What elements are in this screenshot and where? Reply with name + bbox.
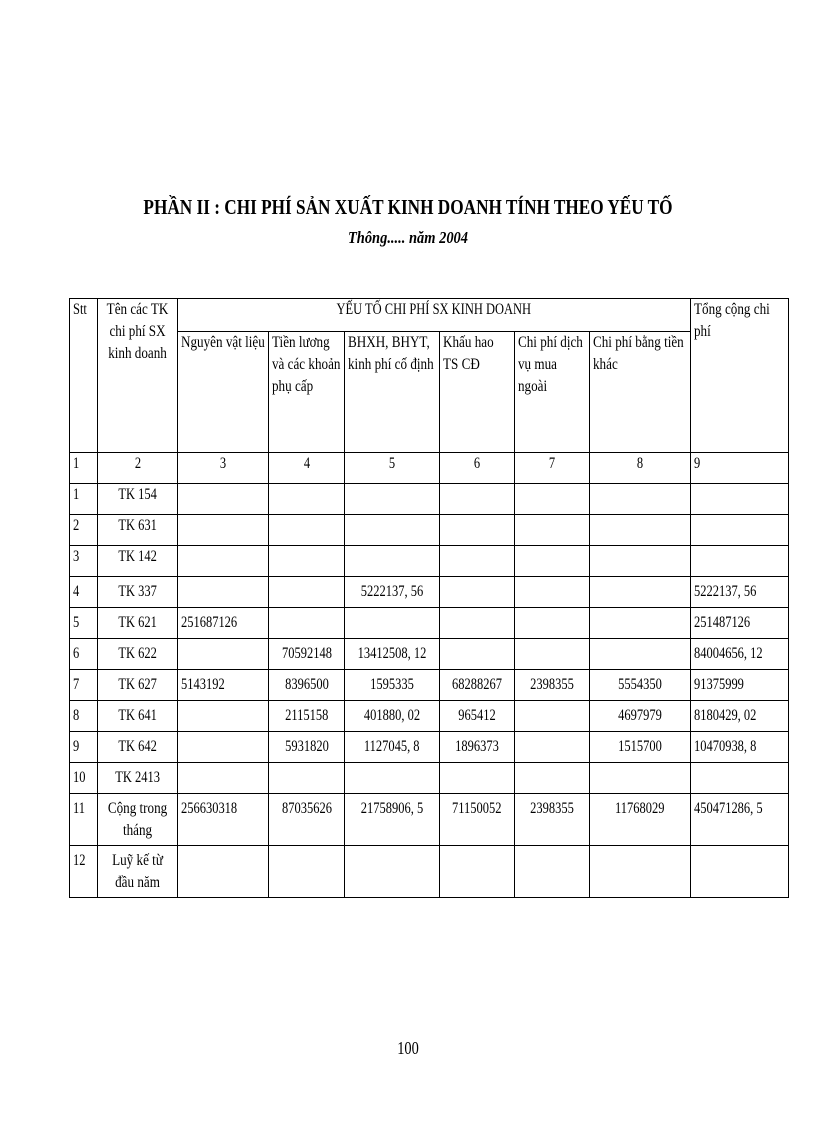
row-value [178, 794, 269, 846]
header-account-name-text: Tên các TK chi phí SX kinh doanh [106, 301, 169, 362]
table-row [70, 484, 789, 515]
row-value-text: 5143192 [181, 676, 225, 693]
row-stt-text: 2 [73, 517, 80, 534]
row-value [269, 846, 345, 898]
row-account [98, 577, 178, 608]
index-cell [590, 453, 691, 484]
index-cell-text: 2 [134, 455, 141, 472]
table-row [70, 639, 789, 670]
row-stt [70, 577, 98, 608]
row-value [345, 846, 440, 898]
index-cell-text: 7 [548, 455, 556, 472]
header-row-2 [70, 332, 789, 453]
row-value [269, 608, 345, 639]
row-value [440, 515, 515, 546]
row-value [515, 670, 590, 701]
row-account-text: TK 142 [118, 548, 157, 565]
row-value [590, 794, 691, 846]
row-value [345, 701, 440, 732]
index-cell-text: 6 [473, 455, 481, 472]
row-value [691, 484, 789, 515]
row-value-text: 1515700 [618, 738, 662, 755]
row-value [691, 546, 789, 577]
header-element-text: Nguyên vật liệu [181, 334, 265, 351]
header-cost-elements-text: YẾU TỐ CHI PHÍ SX KINH DOANH [336, 301, 532, 318]
header-element [345, 332, 440, 453]
row-value [345, 670, 440, 701]
header-cost-elements [178, 299, 691, 332]
row-value [590, 846, 691, 898]
row-value [345, 546, 440, 577]
header-total-cost-text: Tổng cộng chi phí [694, 301, 770, 340]
row-value [345, 577, 440, 608]
table-row [70, 577, 789, 608]
row-value-text: 1127045, 8 [364, 738, 420, 755]
row-stt [70, 670, 98, 701]
index-cell [178, 453, 269, 484]
row-value-text: 87035626 [281, 800, 332, 817]
index-cell [269, 453, 345, 484]
row-account-text: Luỹ kế từ đầu năm [112, 852, 163, 891]
row-value [691, 701, 789, 732]
row-value-text: 256630318 [181, 800, 238, 817]
row-value [691, 670, 789, 701]
row-account-text: Cộng trong tháng [107, 800, 168, 839]
row-value [590, 763, 691, 794]
row-value-text: 251487126 [694, 614, 751, 631]
row-value-text: 2398355 [530, 676, 574, 693]
row-stt [70, 546, 98, 577]
row-value [691, 608, 789, 639]
header-element-text: Chi phí bằng tiền khác [593, 334, 684, 373]
row-stt-text: 11 [73, 800, 86, 817]
row-account [98, 763, 178, 794]
row-account-text: TK 622 [118, 645, 157, 662]
row-value-text: 401880, 02 [363, 707, 421, 724]
row-value [590, 670, 691, 701]
header-total-cost [691, 299, 789, 453]
row-value [515, 846, 590, 898]
row-account-text: TK 337 [118, 583, 157, 600]
row-value [515, 608, 590, 639]
row-value-text: 4697979 [618, 707, 662, 724]
row-value [515, 639, 590, 670]
row-value [178, 846, 269, 898]
row-value-text: 8396500 [284, 676, 329, 693]
index-cell [345, 453, 440, 484]
index-cell [515, 453, 590, 484]
row-value [269, 670, 345, 701]
row-stt-text: 8 [73, 707, 80, 724]
header-element-text: BHXH, BHYT, kinh phí cố định [348, 334, 434, 373]
row-value [515, 732, 590, 763]
row-value [515, 484, 590, 515]
row-value [269, 794, 345, 846]
row-value [515, 763, 590, 794]
row-stt [70, 794, 98, 846]
row-value [178, 732, 269, 763]
row-value-text: 13412508, 12 [357, 645, 427, 662]
index-cell-text: 9 [694, 455, 701, 472]
row-value-text: 2398355 [530, 800, 574, 817]
header-element [440, 332, 515, 453]
row-stt-text: 4 [73, 583, 80, 600]
index-cell-text: 5 [388, 455, 396, 472]
row-value [178, 515, 269, 546]
row-value [590, 701, 691, 732]
row-value-text: 1595335 [370, 676, 414, 693]
row-value-text: 21758906, 5 [360, 800, 424, 817]
row-value [440, 763, 515, 794]
row-value-text: 450471286, 5 [694, 800, 763, 817]
row-stt [70, 732, 98, 763]
row-value [269, 546, 345, 577]
table-row [70, 732, 789, 763]
row-value [178, 670, 269, 701]
row-value [345, 639, 440, 670]
row-stt [70, 515, 98, 546]
row-value-text: 5554350 [618, 676, 662, 693]
row-value [691, 763, 789, 794]
row-account [98, 794, 178, 846]
header-element [269, 332, 345, 453]
row-value-text: 84004656, 12 [694, 645, 763, 662]
row-value-text: 1896373 [455, 738, 499, 755]
row-value [345, 515, 440, 546]
row-value [515, 515, 590, 546]
index-row [70, 453, 789, 484]
row-value [440, 732, 515, 763]
row-account-text: TK 641 [118, 707, 157, 724]
row-stt [70, 701, 98, 732]
header-stt-text: Stt [73, 301, 87, 318]
row-account [98, 701, 178, 732]
row-value [440, 577, 515, 608]
row-value [440, 608, 515, 639]
row-value-text: 71150052 [452, 800, 502, 817]
row-stt [70, 763, 98, 794]
row-value [178, 484, 269, 515]
header-element [178, 332, 269, 453]
cost-table [69, 298, 789, 898]
page-title: PHẦN II : CHI PHÍ SẢN XUẤT KINH DOANH TÍNH THEO YẾU TỐ [143, 195, 673, 219]
row-stt-text: 12 [73, 852, 86, 869]
row-value-text: 251687126 [181, 614, 238, 631]
table-row [70, 515, 789, 546]
table-row [70, 763, 789, 794]
row-value [691, 515, 789, 546]
row-account-text: TK 631 [118, 517, 157, 534]
index-cell-text: 1 [73, 455, 80, 472]
row-stt [70, 484, 98, 515]
row-value [590, 577, 691, 608]
row-account-text: TK 621 [118, 614, 157, 631]
index-cell-text: 4 [303, 455, 310, 472]
row-value [178, 701, 269, 732]
row-stt [70, 639, 98, 670]
header-element [590, 332, 691, 453]
table-row [70, 794, 789, 846]
row-value [590, 639, 691, 670]
row-value [515, 701, 590, 732]
row-stt-text: 3 [73, 548, 80, 565]
row-value [269, 639, 345, 670]
row-value [345, 732, 440, 763]
row-value-text: 8180429, 02 [694, 707, 757, 724]
row-account [98, 639, 178, 670]
row-account [98, 546, 178, 577]
table-row [70, 670, 789, 701]
row-value [269, 515, 345, 546]
row-value-text: 11768029 [615, 800, 665, 817]
row-value [269, 701, 345, 732]
row-value-text: 68288267 [452, 676, 502, 693]
row-value [269, 484, 345, 515]
index-cell-text: 8 [636, 455, 644, 472]
row-value [178, 577, 269, 608]
row-account [98, 515, 178, 546]
row-account [98, 484, 178, 515]
row-value [590, 546, 691, 577]
row-stt-text: 7 [73, 676, 80, 693]
header-account-name [98, 299, 178, 453]
row-value-text: 5931820 [284, 738, 329, 755]
row-value [345, 484, 440, 515]
row-stt-text: 5 [73, 614, 80, 631]
index-cell [440, 453, 515, 484]
row-stt [70, 608, 98, 639]
header-row-1 [70, 299, 789, 332]
row-value [691, 794, 789, 846]
row-account-text: TK 627 [118, 676, 157, 693]
row-value [691, 639, 789, 670]
row-account [98, 670, 178, 701]
index-cell [98, 453, 178, 484]
header-element-text: Khấu hao TS CĐ [443, 334, 494, 373]
row-value-text: 965412 [458, 707, 496, 724]
row-value [691, 846, 789, 898]
row-value-text: 91375999 [694, 676, 744, 693]
row-value [590, 608, 691, 639]
row-value-text: 2115158 [284, 707, 329, 724]
row-stt [70, 846, 98, 898]
row-value [269, 577, 345, 608]
row-value [440, 670, 515, 701]
row-value [178, 608, 269, 639]
row-value [345, 763, 440, 794]
row-value [440, 846, 515, 898]
row-value [515, 546, 590, 577]
index-cell [70, 453, 98, 484]
row-value [691, 577, 789, 608]
row-value [269, 732, 345, 763]
row-value [515, 794, 590, 846]
row-account-text: TK 642 [118, 738, 157, 755]
index-cell-text: 3 [219, 455, 227, 472]
row-account-text: TK 154 [118, 486, 157, 503]
row-stt-text: 10 [73, 769, 86, 786]
table-row [70, 701, 789, 732]
row-value-text: 10470938, 8 [694, 738, 757, 755]
row-value [691, 732, 789, 763]
row-value [590, 484, 691, 515]
index-cell [691, 453, 789, 484]
row-value [590, 515, 691, 546]
row-value [440, 484, 515, 515]
row-value-text: 70592148 [281, 645, 332, 662]
row-stt-text: 6 [73, 645, 80, 662]
row-value-text: 5222137, 56 [694, 583, 757, 600]
page-number: 100 [397, 1038, 419, 1058]
table-row [70, 608, 789, 639]
row-value-text: 5222137, 56 [360, 583, 424, 600]
row-value [515, 577, 590, 608]
row-value [269, 763, 345, 794]
row-value [178, 546, 269, 577]
row-value [440, 701, 515, 732]
row-value [440, 546, 515, 577]
row-value [345, 794, 440, 846]
row-value [345, 608, 440, 639]
header-element-text: Tiền lương và các khoản phụ cấp [272, 334, 341, 395]
row-stt-text: 1 [73, 486, 80, 503]
row-account [98, 846, 178, 898]
row-account [98, 608, 178, 639]
row-value [590, 732, 691, 763]
page-subtitle: Thông..... năm 2004 [347, 228, 469, 247]
row-value [440, 794, 515, 846]
row-stt-text: 9 [73, 738, 80, 755]
row-account-text: TK 2413 [115, 769, 160, 786]
row-value [178, 639, 269, 670]
header-stt [70, 299, 98, 453]
row-account [98, 732, 178, 763]
row-value [178, 763, 269, 794]
table-row [70, 846, 789, 898]
header-element [515, 332, 590, 453]
header-element-text: Chi phí dịch vụ mua ngoài [518, 334, 583, 395]
row-value [440, 639, 515, 670]
table-row [70, 546, 789, 577]
